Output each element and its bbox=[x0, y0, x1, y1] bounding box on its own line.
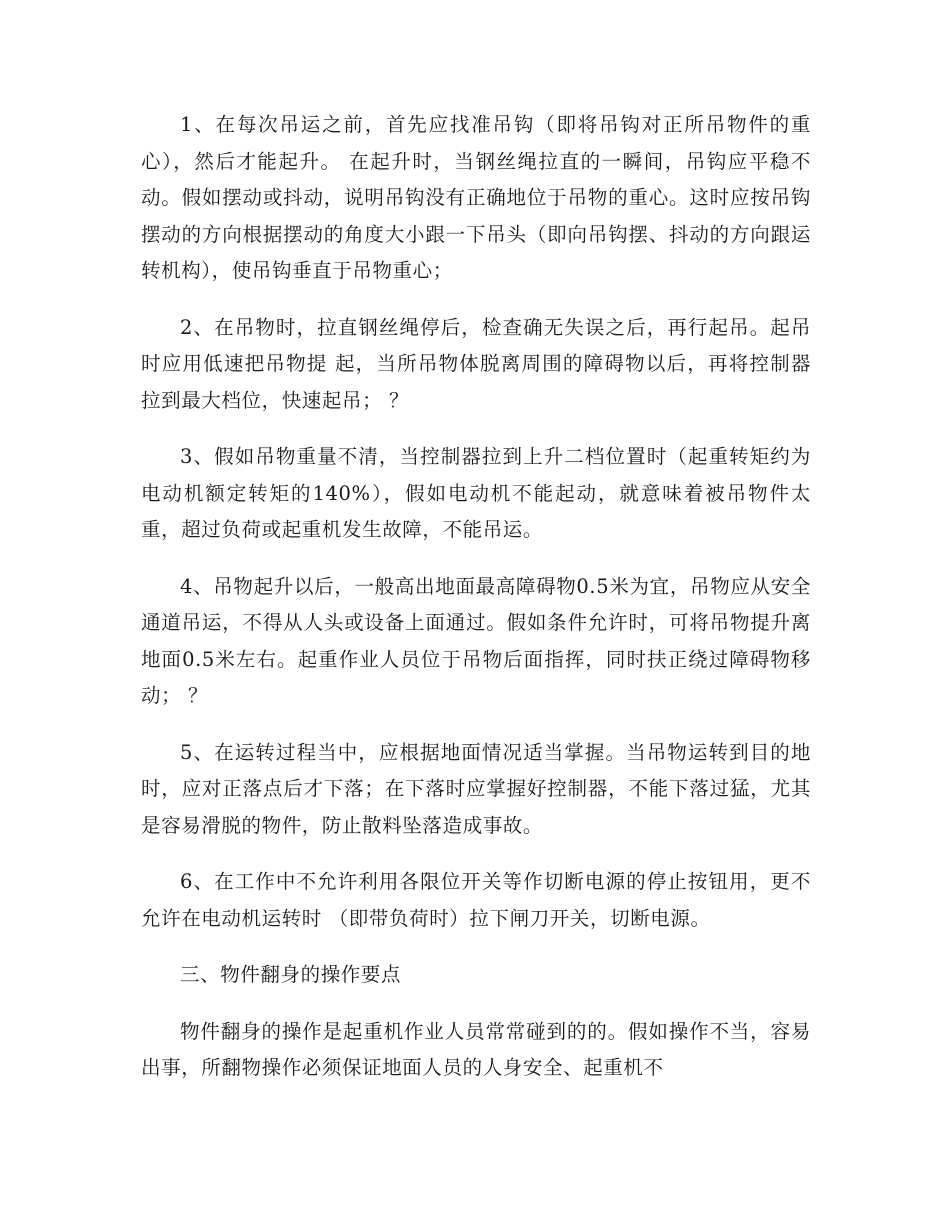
paragraph-step-4: 4、吊物起升以后，一般高出地面最高障碍物0.5米为宜，吊物应从安全通道吊运，不得从人头或设备上面通过。假如条件允许时，可将吊物提升离地面0.5米左右。起重作业人员位于吊物后面指挥，同时扶正绕过障碍物移动； ？ bbox=[141, 574, 811, 707]
section-heading: 三、物件翻身的操作要点 bbox=[180, 963, 402, 986]
paragraph-step-6: 6、在工作中不允许利用各限位开关等作切断电源的停止按钮用，更不允许在电动机运转时 （即带负荷时）拉下闸刀开关，切断电源。 bbox=[141, 870, 811, 930]
paragraph-step-2: 2、在吊物时，拉直钢丝绳停后，检查确无失误之后，再行起吊。起吊时应用低速把吊物提 起，当所吊物体脱离周围的障碍物以后，再将控制器拉到最大档位，快速起吊； ？ bbox=[141, 315, 811, 412]
paragraph-step-1: 1、在每次吊运之前，首先应找准吊钩（即将吊钩对正所吊物件的重心），然后才能起升。 在起升时，当钢丝绳拉直的一瞬间，吊钩应平稳不动。假如摆动或抖动，说明吊钩没有正确地位于吊物的重心。这时应按吊钩摆动的方向根据摆动的角度大小跟一下吊头（即向吊钩摆、抖动的方向跟运转机构），使吊钩垂直于吊物重心； bbox=[141, 113, 811, 282]
document-body bbox=[141, 107, 811, 1107]
paragraph-flip-operation: 物件翻身的操作是起重机作业人员常常碰到的的。假如操作不当，容易出事，所翻物操作必须保证地面人员的人身安全、起重机不 bbox=[141, 1019, 811, 1079]
paragraph-step-5: 5、在运转过程当中，应根据地面情况适当掌握。当吊物运转到目的地时，应对正落点后才下落；在下落时应掌握好控制器，不能下落过猛，尤其是容易滑脱的物件，防止散料坠落造成事故。 bbox=[141, 740, 811, 837]
paragraph-step-3: 3、假如吊物重量不清，当控制器拉到上升二档位置时（起重转矩约为电动机额定转矩的140%），假如电动机不能起动，就意味着被吊物件太重，超过负荷或起重机发生故障，不能吊运。 bbox=[141, 445, 811, 541]
